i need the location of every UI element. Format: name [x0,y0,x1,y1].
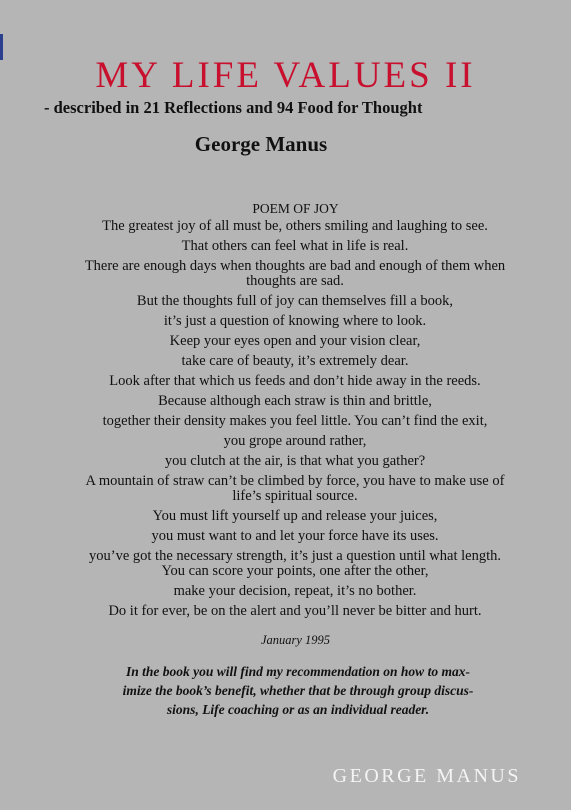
poem-line: you grope around rather, [223,433,367,449]
poem-body [80,216,510,621]
poem-line: The greatest joy of all must be, others smiling and laughing to see. [102,218,488,234]
promo-line: imize the book’s benefit, whether that be through group discus- [122,683,474,698]
author-name: George Manus [194,132,328,156]
poem-line: together their density makes you feel little. You can’t find the exit, [102,413,488,429]
poem-line: make your decision, repeat, it’s no bother. [173,583,417,599]
promo-line: In the book you will find my recommendation on how to max- [126,664,470,679]
poem-line: you clutch at the air, is that what you gather? [164,453,426,469]
poem-line: take care of beauty, it’s extremely dear. [181,353,409,369]
promo-line: sions, Life coaching or as an individual reader. [166,702,430,717]
book-subtitle: - described in 21 Reflections and 94 Food for Thought [44,98,423,117]
poem-line: Because although each straw is thin and brittle, [158,393,432,409]
footer-author: GEORGE MANUS [332,765,521,787]
poem-line: Look after that which us feeds and don’t hide away in the reeds. [109,373,481,389]
poem-line: That others can feel what in life is real. [181,238,409,254]
promo-text [88,662,508,719]
poem-line: you’ve got the necessary strength, it’s just a question until what length. You can score your points, one after the other, [89,548,501,579]
poem-line: it’s just a question of knowing where to look. [163,313,427,329]
poem-title: POEM OF JOY [252,201,339,216]
poem-line: you must want to and let your force have its uses. [151,528,439,544]
poem-date: January 1995 [260,633,331,647]
poem-line: But the thoughts full of joy can themselves fill a book, [136,293,454,309]
poem-line: Keep your eyes open and your vision clear, [169,333,421,349]
poem-line: Do it for ever, be on the alert and you’ll never be bitter and hurt. [108,603,482,619]
book-title: MY LIFE VALUES II [95,55,476,96]
poem-line: A mountain of straw can’t be climbed by force, you have to make use of life’s spiritual source. [85,473,505,504]
poem-line: You must lift yourself up and release your juices, [152,508,438,524]
poem-line: There are enough days when thoughts are bad and enough of them when thoughts are sad. [84,258,506,289]
